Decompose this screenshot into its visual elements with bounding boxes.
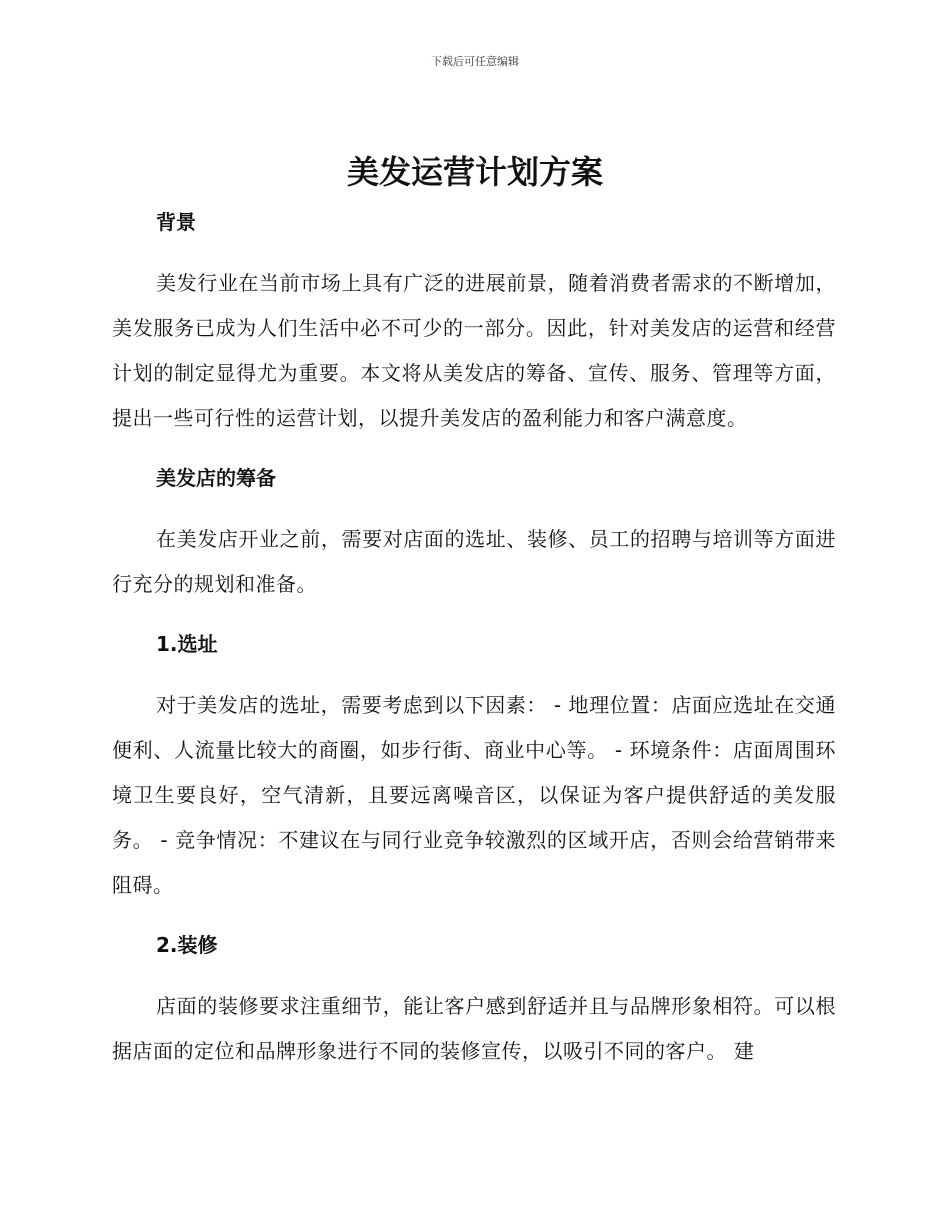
section-heading-background: 背景 [156, 210, 196, 234]
section-heading-decoration: 2.装修 [156, 933, 218, 957]
document-body [112, 205, 836, 1074]
section-heading-preparation: 美发店的筹备 [156, 466, 276, 490]
page-header-note: 下载后可任意编辑 [431, 55, 519, 68]
section-text-preparation: 在美发店开业之前，需要对店面的选址、装修、员工的招聘与培训等方面进行充分的规划和准备。 [112, 527, 836, 596]
section-text-background: 美发行业在当前市场上具有广泛的进展前景，随着消费者需求的不断增加，美发服务已成为人们生活中必不可少的一部分。因此，针对美发店的运营和经营计划的制定显得尤为重要。本文将从美发店的筹备、宣传、服务、管理等方面，提出一些可行性的运营计划，以提升美发店的盈利能力和客户满意度。 [112, 271, 836, 430]
section-text-site-selection: 对于美发店的选址，需要考虑到以下因素： - 地理位置：店面应选址在交通便利、人流量比较大的商圈，如步行街、商业中心等。 - 环境条件：店面周围环境卫生要良好，空气清新，且要远离噪音区，以保证为客户提供舒适的美发服务。 - 竞争情况：不建议在与同行业竞争较激烈的区域开店，否则会给营销带来阻碍。 [112, 693, 836, 897]
section-text-decoration: 店面的装修要求注重细节，能让客户感到舒适并且与品牌形象相符。可以根据店面的定位和品牌形象进行不同的装修宣传，以吸引不同的客户。 建 [112, 994, 836, 1063]
page-title: 美发运营计划方案 [346, 153, 603, 191]
section-heading-site-selection: 1.选址 [156, 632, 218, 656]
